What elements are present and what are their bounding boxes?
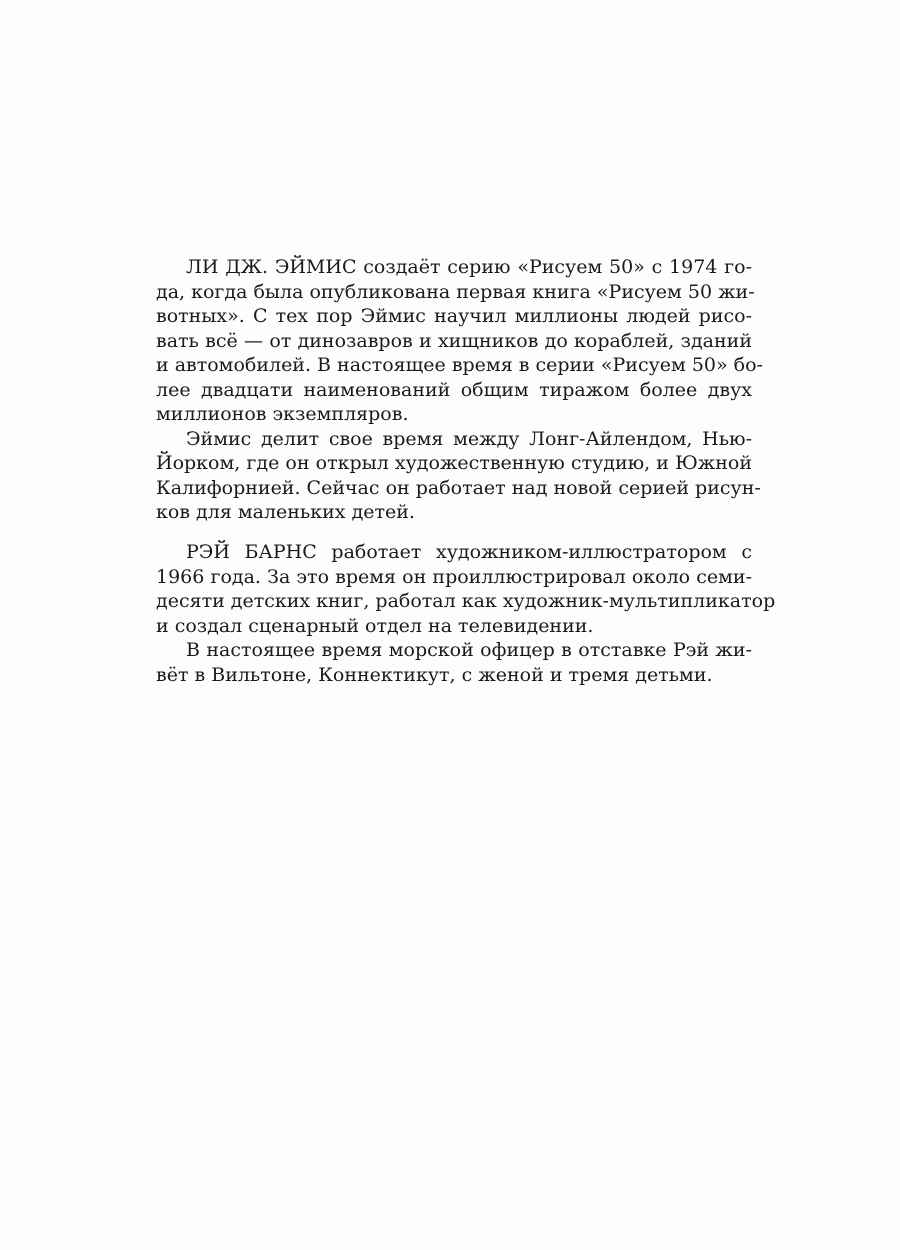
text-line: вёт в Вильтоне, Коннектикут, с женой и тремя детьми. xyxy=(156,663,713,686)
bio-paragraph xyxy=(156,638,752,687)
text-line: ЛИ ДЖ. ЭЙМИС создаёт серию «Рисуем 50» с 1974 го- xyxy=(186,256,752,278)
bio-paragraph xyxy=(156,540,776,638)
text-line: РЭЙ БАРНС работает художником-иллюстратором с xyxy=(186,541,752,563)
text-line: В настоящее время морской офицер в отставке Рэй жи- xyxy=(186,639,752,661)
author-bio-barnes xyxy=(156,540,776,687)
text-line: ков для маленьких детей. xyxy=(156,501,415,523)
bio-paragraph xyxy=(156,255,763,427)
text-line: миллионов экземпляров. xyxy=(156,403,409,425)
text-line: лее двадцати наименований общим тиражом более двух xyxy=(156,378,752,401)
text-line: и автомобилей. В настоящее время в серии «Рисуем 50» бо- xyxy=(156,354,763,376)
text-line: Йорком, где он открыл художественную студию, и Южной xyxy=(156,452,752,474)
text-line: вать всё — от динозавров и хищников до кораблей, зданий xyxy=(156,329,752,352)
text-line: и создал сценарный отдел на телевидении. xyxy=(156,614,594,637)
text-line: 1966 года. За это время он проиллюстрировал около семи- xyxy=(156,565,752,588)
bio-paragraph xyxy=(156,427,761,525)
text-line: вотных». С тех пор Эймис научил миллионы людей рисо- xyxy=(156,305,752,327)
text-line: да, когда была опубликована первая книга «Рисуем 50 жи- xyxy=(156,280,755,303)
text-line: десяти детских книг, работал как художник-мультипликатор xyxy=(156,590,776,612)
text-line: Калифорнией. Сейчас он работает над новой серией рисун- xyxy=(156,476,761,499)
text-line: Эймис делит свое время между Лонг-Айлендом, Нью- xyxy=(186,427,752,450)
author-bio-amis xyxy=(156,255,763,525)
